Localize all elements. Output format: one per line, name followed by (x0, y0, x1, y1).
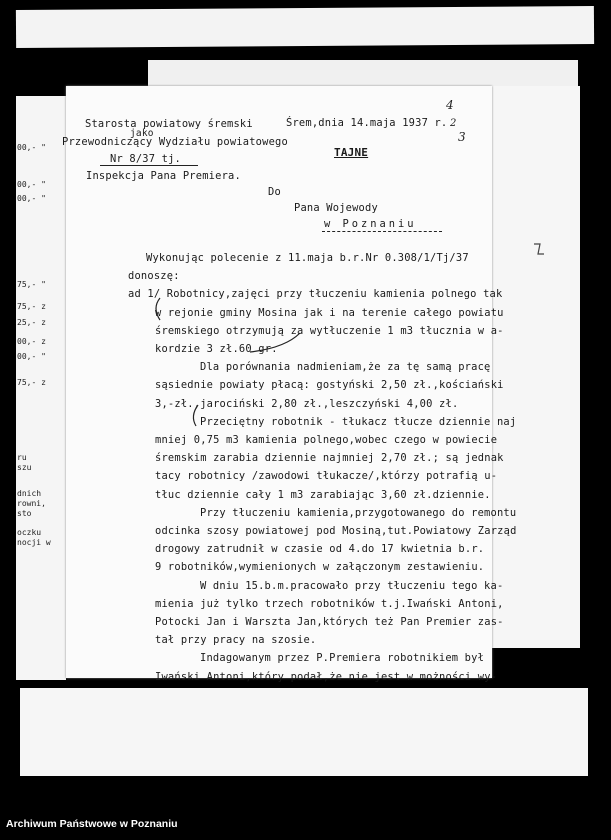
body-line: ad 1/ Robotnicy,zajęci przy tłuczeniu kamienia polnego tak (128, 288, 503, 301)
body-line: 9 robotników,wymienionych w załączonym zestawieniu. (155, 561, 485, 574)
margin-fragment: 75,- z (17, 302, 46, 311)
body-line: odcinka szosy powiatowej pod Mosiną,tut.Powiatowy Zarząd (155, 525, 517, 537)
body-line: śremskim zarabia dziennie najmniej 2,70 zł.; są jednak (155, 452, 504, 465)
footer-bar (0, 812, 611, 840)
margin-fragment: 00,- z (17, 337, 46, 346)
margin-fragment: rowni, (17, 499, 46, 508)
body-line: donoszę: (128, 270, 180, 283)
body-line: Przy tłuczeniu kamienia,przygotowanego do remontu (200, 506, 517, 519)
body-line: Przeciętny robotnik - tłukacz tłucze dziennie naj (200, 415, 517, 428)
sender-line-2: jako (130, 128, 154, 139)
body-line: w rejonie gminy Mosina jak i na terenie całego powiatu (155, 306, 504, 319)
margin-fragment: oczku (17, 528, 42, 537)
addressee-city: w Poznaniu (324, 218, 417, 230)
reference-number: Nr 8/37 tj. (110, 153, 182, 165)
margin-fragment: 00,- " (17, 194, 46, 203)
handwritten-number: 4 (446, 98, 454, 112)
body-line: W dniu 15.b.m.pracowało przy tłuczeniu tego ka- (200, 579, 504, 592)
margin-fragment: 00,- " (17, 143, 46, 152)
body-line: Potocki Jan i Warszta Jan,których też Pan Premier zas- (155, 616, 504, 628)
margin-fragment: 75,- z (17, 378, 46, 387)
addressee-name: Pana Wojewody (294, 202, 378, 214)
sender-line-3: Przewodniczący Wydziału powiatowego (62, 136, 288, 148)
body-line: mniej 0,75 m3 kamienia polnego,wobec czego w powiecie (155, 434, 498, 446)
body-line: Wykonując polecenie z 11.maja b.r.Nr 0.308/1/Tj/37 (146, 252, 469, 264)
body-line: tłuc dziennie cały 1 m3 zarabiając 3,60 zł.dziennie. (155, 488, 491, 501)
margin-fragment: szu (17, 463, 32, 472)
margin-fragment: ru (17, 453, 27, 462)
addressee-do: Do (268, 186, 281, 198)
margin-fragment: nocji w (17, 538, 51, 547)
handwritten-number: 3 (458, 130, 466, 144)
body-line: mienia już tylko trzech robotników t.j.Iwański Antoni, (155, 597, 504, 610)
body-line: Dla porównania nadmieniam,że za tę samą pracę (200, 361, 491, 374)
body-line: drogowy zatrudnił w czasie od 4.do 17 kwietnia b.r. (155, 543, 485, 556)
body-line: 3,-zł.,jarociński 2,80 zł.,leszczyński 4,00 zł. (155, 397, 459, 410)
margin-fragment: 75,- " (17, 280, 46, 289)
margin-fragment: dnich (17, 489, 42, 498)
handwritten-number: 2 (450, 118, 457, 129)
margin-fragment: 00,- " (17, 352, 46, 361)
margin-fragment: sto (17, 509, 32, 518)
margin-fragment: 00,- " (17, 180, 46, 189)
subject-line: Inspekcja Pana Premiera. (86, 170, 241, 182)
body-line: kordzie 3 zł.60 gr. (155, 343, 278, 355)
body-line: sąsiednie powiaty płacą: gostyński 2,50 zł.,kościański (155, 379, 504, 392)
body-line: śremskiego otrzymują za wytłuczenie 1 m3 tłucznia w a- (155, 324, 504, 337)
body-line: Indagowanym przez P.Premiera robotnikiem był (200, 652, 485, 665)
body-line: Iwański Antoni,który podał,że nie jest w możności wy- (155, 670, 498, 683)
archive-label: Archiwum Państwowe w Poznaniu (6, 818, 178, 830)
document-date: Śrem,dnia 14.maja 1937 r. (286, 117, 448, 129)
confidential-stamp: TAJNE (334, 146, 369, 159)
body-line: tacy robotnicy /zawodowi tłukacze/,którzy potrafią u- (155, 470, 498, 483)
body-line: tał przy pracy na szosie. (155, 634, 317, 647)
sender-line-1: Starosta powiatowy śremski (85, 118, 253, 130)
margin-fragment: 25,- z (17, 318, 46, 327)
